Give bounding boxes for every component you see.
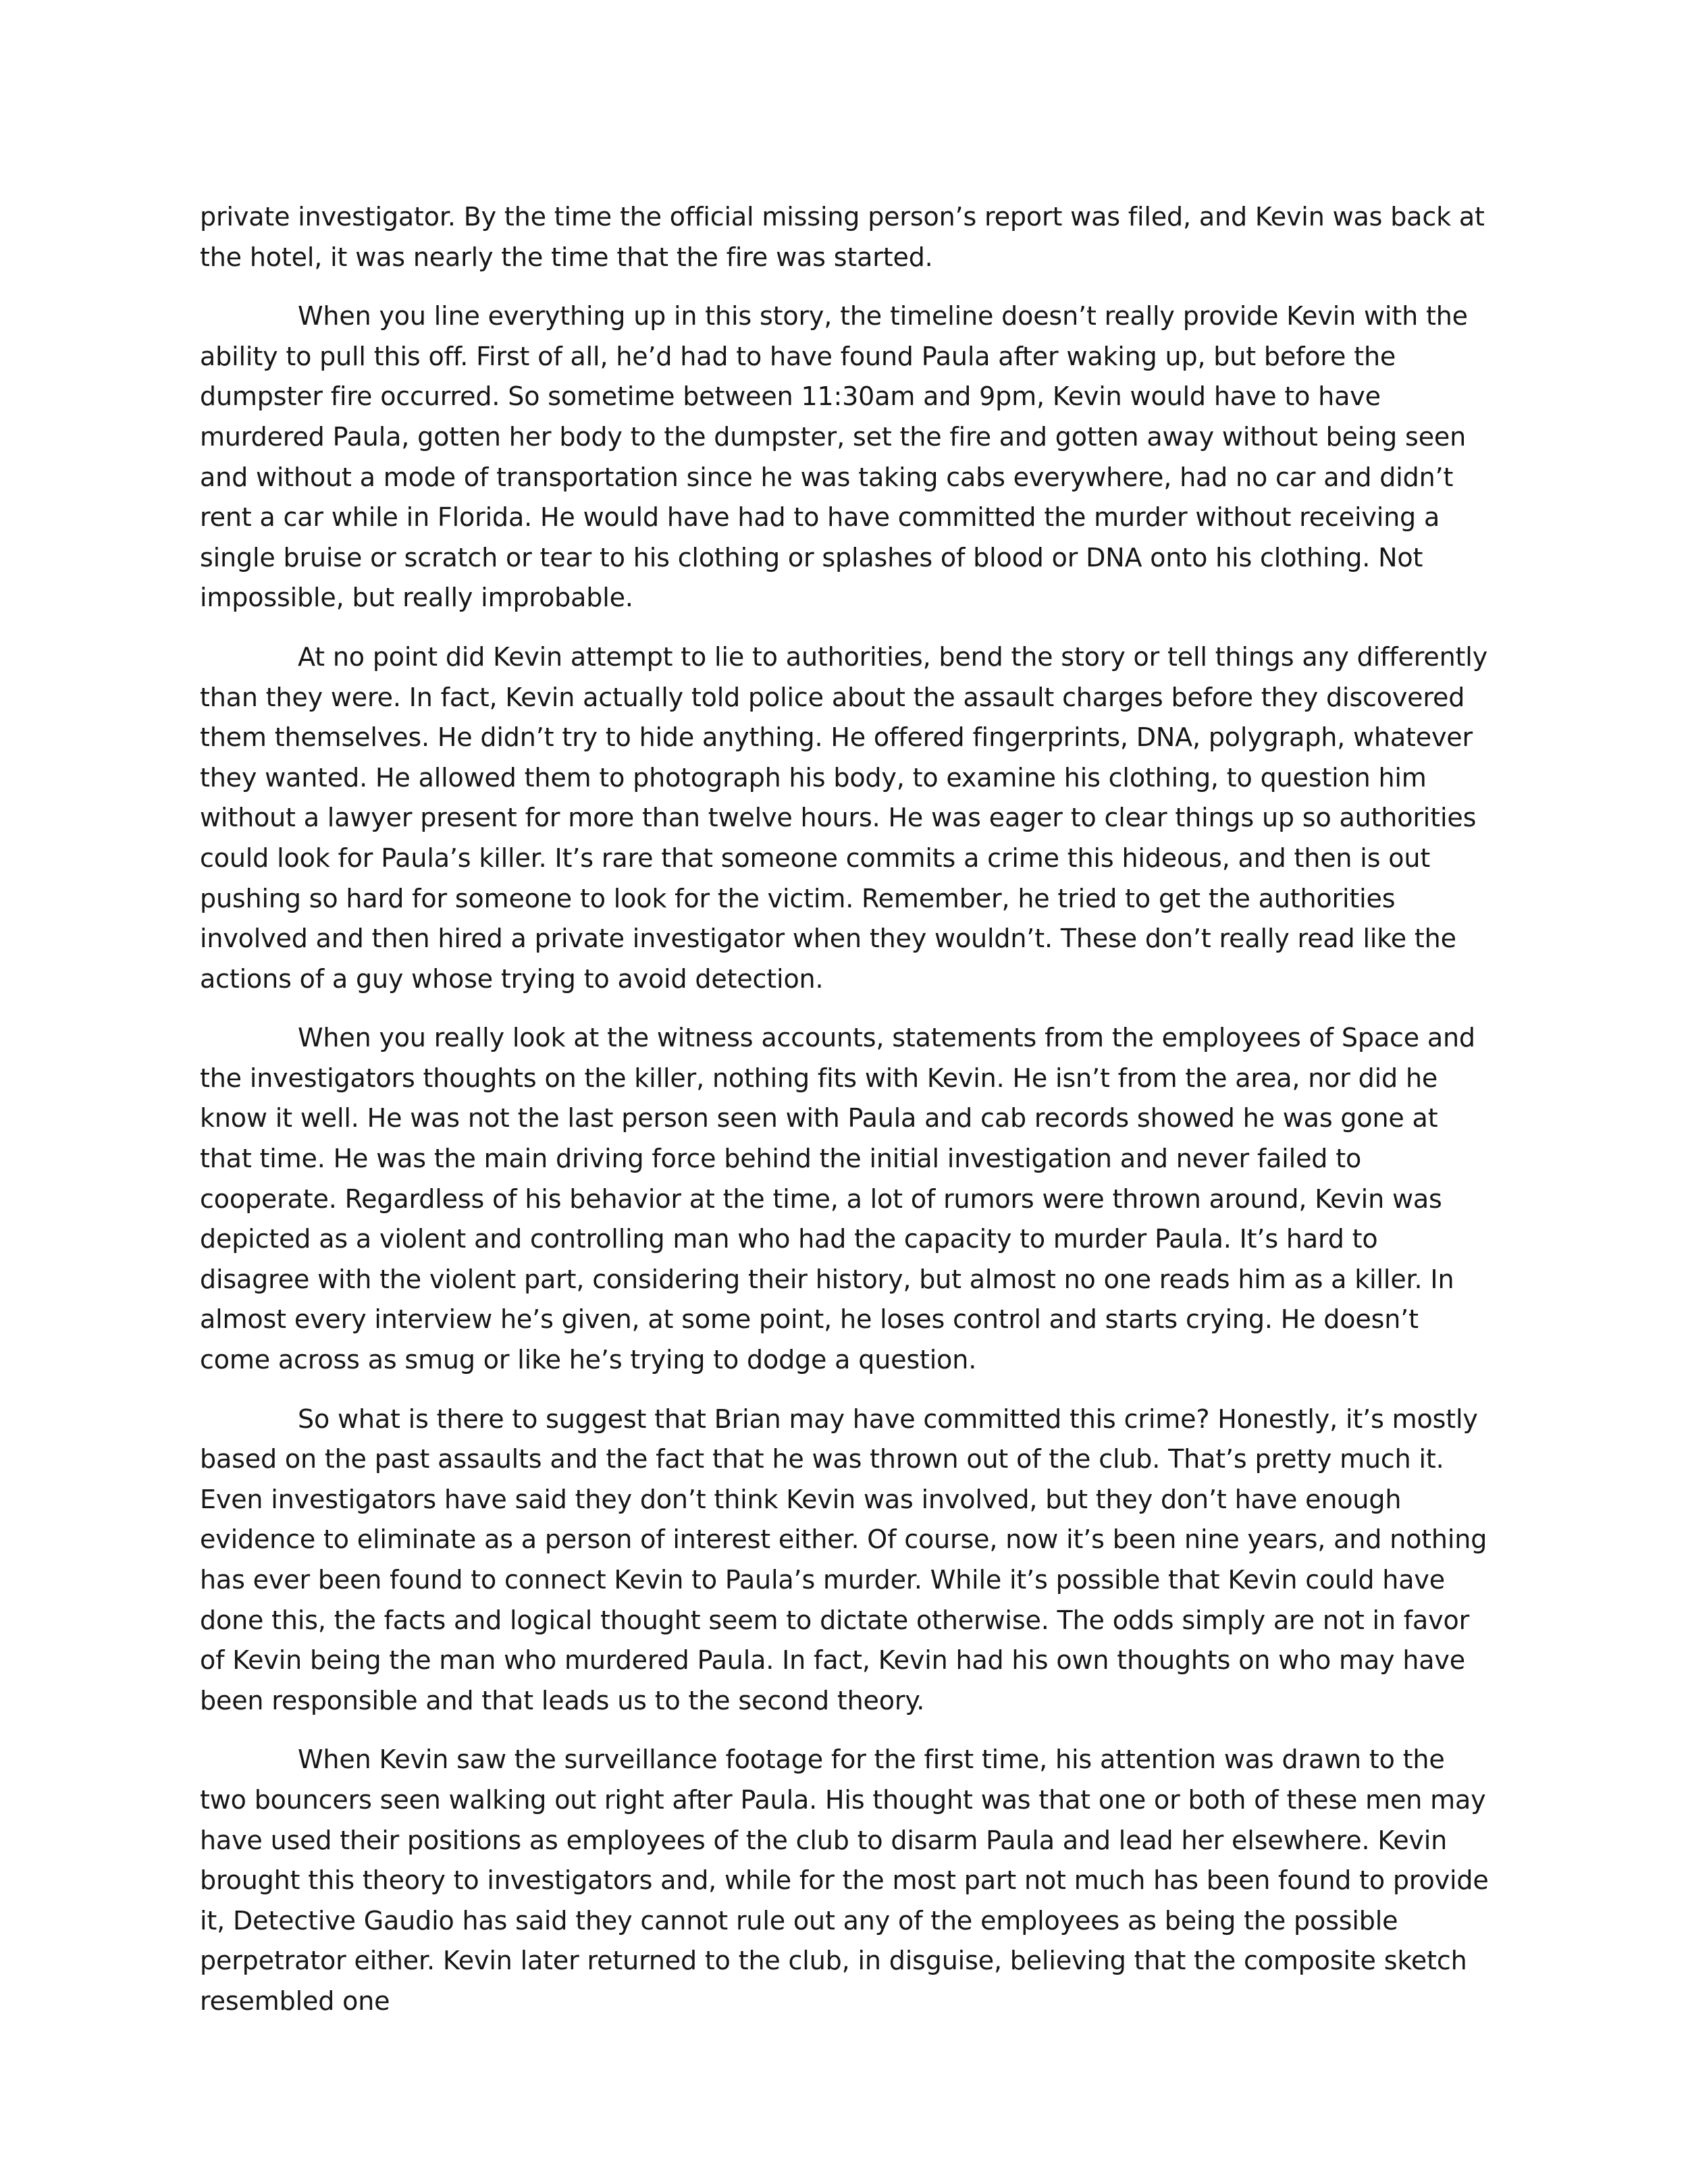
paragraph-1: private investigator. By the time the official missing person’s report was filed, and Kevin was back at the hotel, it was nearly the time that the fire was started. <box>200 202 1485 272</box>
paragraph-4: When you really look at the witness accounts, statements from the employees of Space and the investigators thoughts on the killer, nothing fits with Kevin. He isn’t from the area, nor did he know it well. He was not the last person seen with Paula and cab records showed he was gone at that time. He was the main driving force behind the initial investigation and never failed to cooperate. Regardless of his behavior at the time, a lot of rumors were thrown around, Kevin was depicted as a violent and controlling man who had the capacity to murder Paula. It’s hard to disagree with the violent part, considering their history, but almost no one reads him as a killer. In almost every interview he’s given, at some point, he loses control and starts crying. He doesn’t come across as smug or like he’s trying to dodge a question. <box>200 1023 1475 1375</box>
paragraph-3: At no point did Kevin attempt to lie to authorities, bend the story or tell things any differently than they were. In fact, Kevin actually told police about the assault charges before they discovered them themselves. He didn’t try to hide anything. He offered fingerprints, DNA, polygraph, whatever they wanted. He allowed them to photograph his body, to examine his clothing, to question him without a lawyer present for more than twelve hours. He was eager to clear things up so authorities could look for Paula’s killer. It’s rare that someone commits a crime this hideous, and then is out pushing so hard for someone to look for the victim. Remember, he tried to get the authorities involved and then hired a private investigator when they wouldn’t. These don’t really read like the actions of a guy whose trying to avoid detection. <box>200 641 1488 994</box>
paragraph-2: When you line everything up in this story, the timeline doesn’t really provide Kevin with the ability to pull this off. First of all, he’d had to have found Paula after waking up, but before the dumpster fire occurred. So sometime between 11:30am and 9pm, Kevin would have to have murdered Paula, gotten her body to the dumpster, set the fire and gotten away without being seen and without a mode of transportation since he was taking cabs everywhere, had no car and didn’t rent a car while in Florida. He would have had to have committed the murder without receiving a single bruise or scratch or tear to his clothing or splashes of blood or DNA onto his clothing. Not impossible, but really improbable. <box>200 301 1468 613</box>
paragraph-6: When Kevin saw the surveillance footage for the first time, his attention was drawn to the two bouncers seen walking out right after Paula. His thought was that one or both of these men may have used their positions as employees of the club to disarm Paula and lead her elsewhere. Kevin brought this theory to investigators and, while for the most part not much has been found to provide it, Detective Gaudio has said they cannot rule out any of the employees as being the possible perpetrator either. Kevin later returned to the club, in disguise, believing that the composite sketch resembled one <box>200 1744 1489 2016</box>
document-body <box>200 197 1493 2041</box>
paragraph-5: So what is there to suggest that Brian may have committed this crime? Honestly, it’s mostly based on the past assaults and the fact that he was thrown out of the club. That’s pretty much it. Even investigators have said they don’t think Kevin was involved, but they don’t have enough evidence to eliminate as a person of interest either. Of course, now it’s been nine years, and nothing has ever been found to connect Kevin to Paula’s murder. While it’s possible that Kevin could have done this, the facts and logical thought seem to dictate otherwise. The odds simply are not in favor of Kevin being the man who murdered Paula. In fact, Kevin had his own thoughts on who may have been responsible and that leads us to the second theory. <box>200 1404 1487 1715</box>
